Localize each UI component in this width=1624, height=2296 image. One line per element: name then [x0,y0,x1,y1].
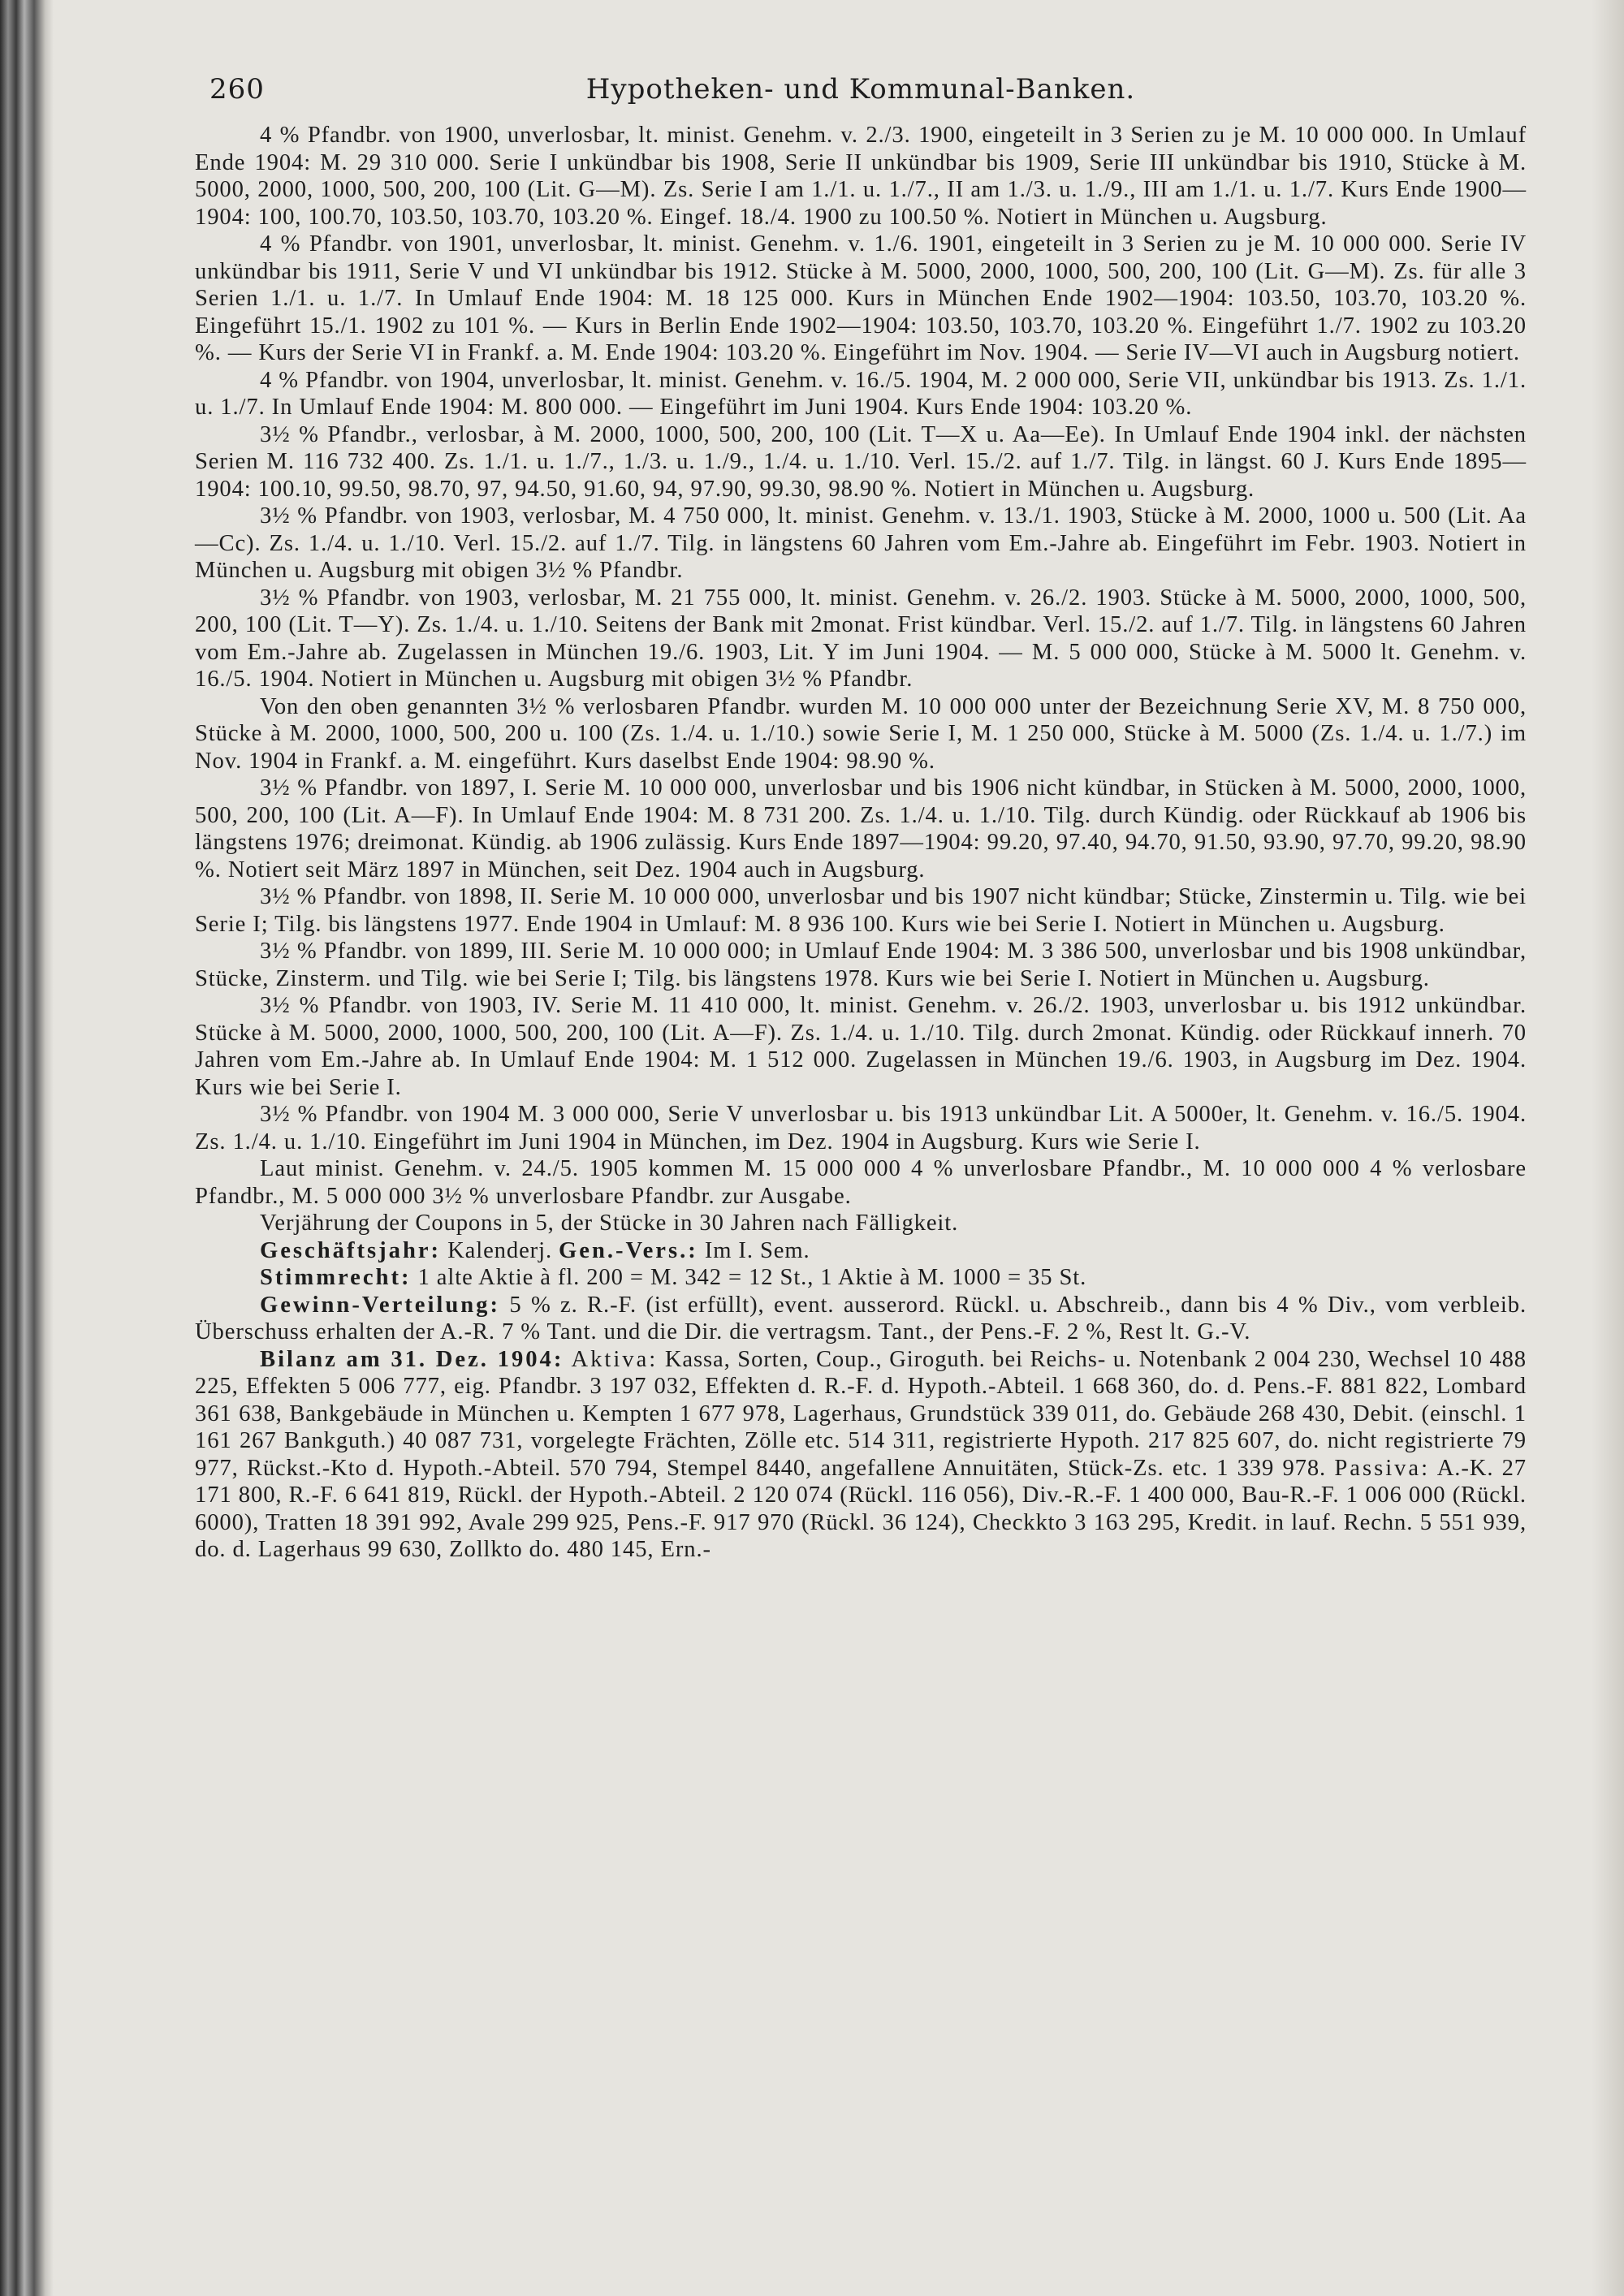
paragraph-4pct-1901: 4 % Pfandbr. von 1901, unverlosbar, lt. minist. Genehm. v. 1./6. 1901, eingeteilt in 3 Serien zu je M. 10 000 000. Serie IV unkündbar bis 1911, Serie V und VI unkündbar bis 1912. Stücke à M. 5000, 2000, 1000, 500, 200, 100 (Lit. G—M). Zs. für alle 3 Serien 1./1. u. 1./7. In Umlauf Ende 1904: M. 18 125 000. Kurs in München Ende 1902—1904: 103.50, 103.70, 103.20 %. Eingeführt 15./1. 1902 zu 101 %. — Kurs in Berlin Ende 1902—1904: 103.50, 103.70, 103.20 %. Eingeführt 1./7. 1902 zu 103.20 %. — Kurs der Serie VI in Frankf. a. M. Ende 1904: 103.20 %. Eingeführt im Nov. 1904. — Serie IV—VI auch in Augsburg notiert. [195,231,1527,365]
body-text [195,122,1527,1564]
gen-vers-text: Im I. Sem. [698,1237,810,1263]
bilanz-passiva-text: A.-K. 27 171 800, R.-F. 6 641 819, Rückl. der Hypoth.-Abteil. 2 120 074 (Rückl. 116 056), Div.-R.-F. 1 400 000, Bau-R.-F. 1 006 000 (Rückl. 6000), Tratten 18 391 992, Avale 299 925, Pens.-F. 917 970 (Rückl. 36 124), Checkkto 3 163 295, Kredit. in lauf. Rechn. 5 551 939, do. d. Lagerhaus 99 630, Zollkto do. 480 145, Ern.- [195,1455,1527,1562]
stimmrecht-text: 1 alte Aktie à fl. 200 = M. 342 = 12 St., 1 Aktie à M. 1000 = 35 St. [411,1265,1087,1290]
gewinn-verteilung-text: 5 % z. R.-F. (ist erfüllt), event. ausserord. Rückl. u. Abschreib., dann bis 4 % Div., vom verbleib. Überschuss erhalten der A.-R. 7 % Tant. und die Dir. die vertragsm. Tant., der Pens.-F. 2 %, Rest lt. G.-V. [195,1292,1527,1344]
paragraph-4pct-1900: 4 % Pfandbr. von 1900, unverlosbar, lt. minist. Genehm. v. 2./3. 1900, eingeteilt in 3 Serien zu je M. 10 000 000. In Umlauf Ende 1904: M. 29 310 000. Serie I unkündbar bis 1908, Serie II unkündbar bis 1909, Serie III unkündbar bis 1910, Stücke à M. 5000, 2000, 1000, 500, 200, 100 (Lit. G—M). Zs. Serie I am 1./1. u. 1./7., II am 1./3. u. 1./9., III am 1./1. u. 1./7. Kurs Ende 1900—1904: 100, 100.70, 103.50, 103.70, 103.20 %. Eingef. 18./4. 1900 zu 100.50 %. Notiert in München u. Augsburg. [195,123,1527,230]
page-header [195,49,1527,122]
running-head: Hypotheken- und Kommunal-Banken. [585,73,1136,106]
aktiva-label: Aktiva: [564,1346,659,1372]
bilanz-aktiva-text: Kassa, Sorten, Coup., Giroguth. bei Reichs- u. Notenbank 2 004 230, Wechsel 10 488 225, Effekten 5 006 777, eig. Pfandbr. 3 197 032, Effekten d. R.-F. d. Hypoth.-Abteil. 1 668 360, do. d. Pens.-F. 881 822, Lombard 361 638, Bankgebäude in München u. Kempten 1 677 978, Lagerhaus, Grundstück 339 011, do. Gebäude 268 430, Debit. (einschl. 1 161 267 Bankguth.) 40 087 731, vorgelegte Frächten, Zölle etc. 514 311, registrierte Hypoth. 217 825 607, do. nicht registrierte 79 977, Rückst.-Kto d. Hypoth.-Abteil. 570 794, Stempel 8440, angefallene Annuitäten, Stück-Zs. etc. 1 339 978. [195,1346,1527,1481]
paragraph-3half-1903-a: 3½ % Pfandbr. von 1903, verlosbar, M. 4 750 000, lt. minist. Genehm. v. 13./1. 1903, Stücke à M. 2000, 1000 u. 500 (Lit. Aa—Cc). Zs. 1./4. u. 1./10. Verl. 15./2. auf 1./7. Tilg. in längstens 60 Jahren vom Em.-Jahre ab. Eingeführt im Febr. 1903. Notiert in München u. Augsburg mit obigen 3½ % Pfandbr. [195,503,1527,583]
paragraph-3half-1903-b: 3½ % Pfandbr. von 1903, verlosbar, M. 21 755 000, lt. minist. Genehm. v. 26./2. 1903. Stücke à M. 5000, 2000, 1000, 500, 200, 100 (Lit. T—Y). Zs. 1./4. u. 1./10. Seitens der Bank mit 2monat. Frist kündbar. Verl. 15./2. auf 1./7. Tilg. in längstens 60 Jahren vom Em.-Jahre ab. Zugelassen in München 19./6. 1903, Lit. Y im Juni 1904. — M. 5 000 000, Stücke à M. 5000 lt. Genehm. v. 16./5. 1904. Notiert in München u. Augsburg mit obigen 3½ % Pfandbr. [195,585,1527,692]
paragraph-serie-xv: Von den oben genannten 3½ % verlosbaren Pfandbr. wurden M. 10 000 000 unter der Bezeichnung Serie XV, M. 8 750 000, Stücke à M. 2000, 1000, 500, 200 u. 100 (Zs. 1./4. u. 1./10.) sowie Serie I, M. 1 250 000, Stücke à M. 5000 (Zs. 1./4. u. 1./7.) im Nov. 1904 in Frankf. a. M. eingeführt. Kurs daselbst Ende 1904: 98.90 %. [195,693,1527,774]
page-number: 260 [209,73,265,106]
scan-binding-edge [0,0,54,2296]
gewinn-verteilung-label: Gewinn-Verteilung: [260,1292,500,1318]
paragraph-serie-v-1904: 3½ % Pfandbr. von 1904 M. 3 000 000, Serie V unverlosbar u. bis 1913 unkündbar Lit. A 5000er, lt. Genehm. v. 16./5. 1904. Zs. 1./4. u. 1./10. Eingeführt im Juni 1904 in München, im Dez. 1904 in Augsburg. Kurs wie Serie I. [195,1102,1527,1154]
paragraph-bilanz [195,1346,1527,1564]
geschaeftsjahr-text: Kalenderj. [441,1237,559,1263]
gen-vers-label: Gen.-Vers.: [559,1237,698,1263]
bilanz-label: Bilanz am 31. Dez. 1904: [260,1346,564,1372]
paragraph-stimmrecht [195,1264,1527,1292]
paragraph-4pct-1904: 4 % Pfandbr. von 1904, unverlosbar, lt. minist. Genehm. v. 16./5. 1904, M. 2 000 000, Serie VII, unkündbar bis 1913. Zs. 1./1. u. 1./7. In Umlauf Ende 1904: M. 800 000. — Eingeführt im Juni 1904. Kurs Ende 1904: 103.20 %. [195,367,1527,420]
paragraph-serie-i-1897: 3½ % Pfandbr. von 1897, I. Serie M. 10 000 000, unverlosbar und bis 1906 nicht kündbar, in Stücken à M. 5000, 2000, 1000, 500, 200, 100 (Lit. A—F). In Umlauf Ende 1904: M. 8 731 200. Zs. 1./4. u. 1./10. Tilg. durch Kündig. oder Rückkauf ab 1906 bis längstens 1976; dreimonat. Kündig. ab 1906 zulässig. Kurs Ende 1897—1904: 99.20, 97.40, 94.70, 91.50, 93.90, 97.70, 99.20, 98.90 %. Notiert seit März 1897 in München, seit Dez. 1904 auch in Augsburg. [195,775,1527,883]
page [195,49,1527,1564]
stimmrecht-label: Stimmrecht: [260,1265,412,1290]
scan-page-shadow [1592,0,1624,2296]
paragraph-serie-iii-1899: 3½ % Pfandbr. von 1899, III. Serie M. 10 000 000; in Umlauf Ende 1904: M. 3 386 500, unverlosbar und bis 1908 unkündbar, Stücke, Zinsterm. und Tilg. wie bei Serie I; Tilg. bis längstens 1978. Kurs wie bei Serie I. Notiert in München u. Augsburg. [195,939,1527,991]
paragraph-geschaeftsjahr [195,1237,1527,1265]
paragraph-gewinn-verteilung [195,1292,1527,1346]
paragraph-serie-ii-1898: 3½ % Pfandbr. von 1898, II. Serie M. 10 000 000, unverlosbar und bis 1907 nicht kündbar; Stücke, Zinstermin u. Tilg. wie bei Serie I; Tilg. bis längstens 1977. Ende 1904 in Umlauf: M. 8 936 100. Kurs wie bei Serie I. Notiert in München u. Augsburg. [195,884,1527,937]
paragraph-verjaehrung: Verjährung der Coupons in 5, der Stücke in 30 Jahren nach Fälligkeit. [260,1211,959,1236]
paragraph-genehm-1905: Laut minist. Genehm. v. 24./5. 1905 kommen M. 15 000 000 4 % unverlosbare Pfandbr., M. 10 000 000 4 % verlosbare Pfandbr., M. 5 000 000 3½ % unverlosbare Pfandbr. zur Ausgabe. [195,1156,1527,1209]
paragraph-3half-verlosbar: 3½ % Pfandbr., verlosbar, à M. 2000, 1000, 500, 200, 100 (Lit. T—X u. Aa—Ee). In Umlauf Ende 1904 inkl. der nächsten Serien M. 116 732 400. Zs. 1./1. u. 1./7., 1./3. u. 1./9., 1./4. u. 1./10. Verl. 15./2. auf 1./7. Tilg. in längst. 60 J. Kurs Ende 1895—1904: 100.10, 99.50, 98.70, 97, 94.50, 91.60, 94, 97.90, 99.30, 98.90 %. Notiert in München u. Augsburg. [195,421,1527,502]
geschaeftsjahr-label: Geschäftsjahr: [260,1237,442,1263]
passiva-label: Passiva: [1334,1455,1431,1481]
paragraph-serie-iv-1903: 3½ % Pfandbr. von 1903, IV. Serie M. 11 410 000, lt. minist. Genehm. v. 26./2. 1903, unverlosbar u. bis 1912 unkündbar. Stücke à M. 5000, 2000, 1000, 500, 200, 100 (Lit. A—F). Zs. 1./4. u. 1./10. Tilg. durch 2monat. Kündig. oder Rückkauf innerh. 70 Jahren vom Em.-Jahre ab. In Umlauf Ende 1904: M. 1 512 000. Zugelassen in München 19./6. 1903, in Augsburg im Dez. 1904. Kurs wie bei Serie I. [195,993,1527,1100]
